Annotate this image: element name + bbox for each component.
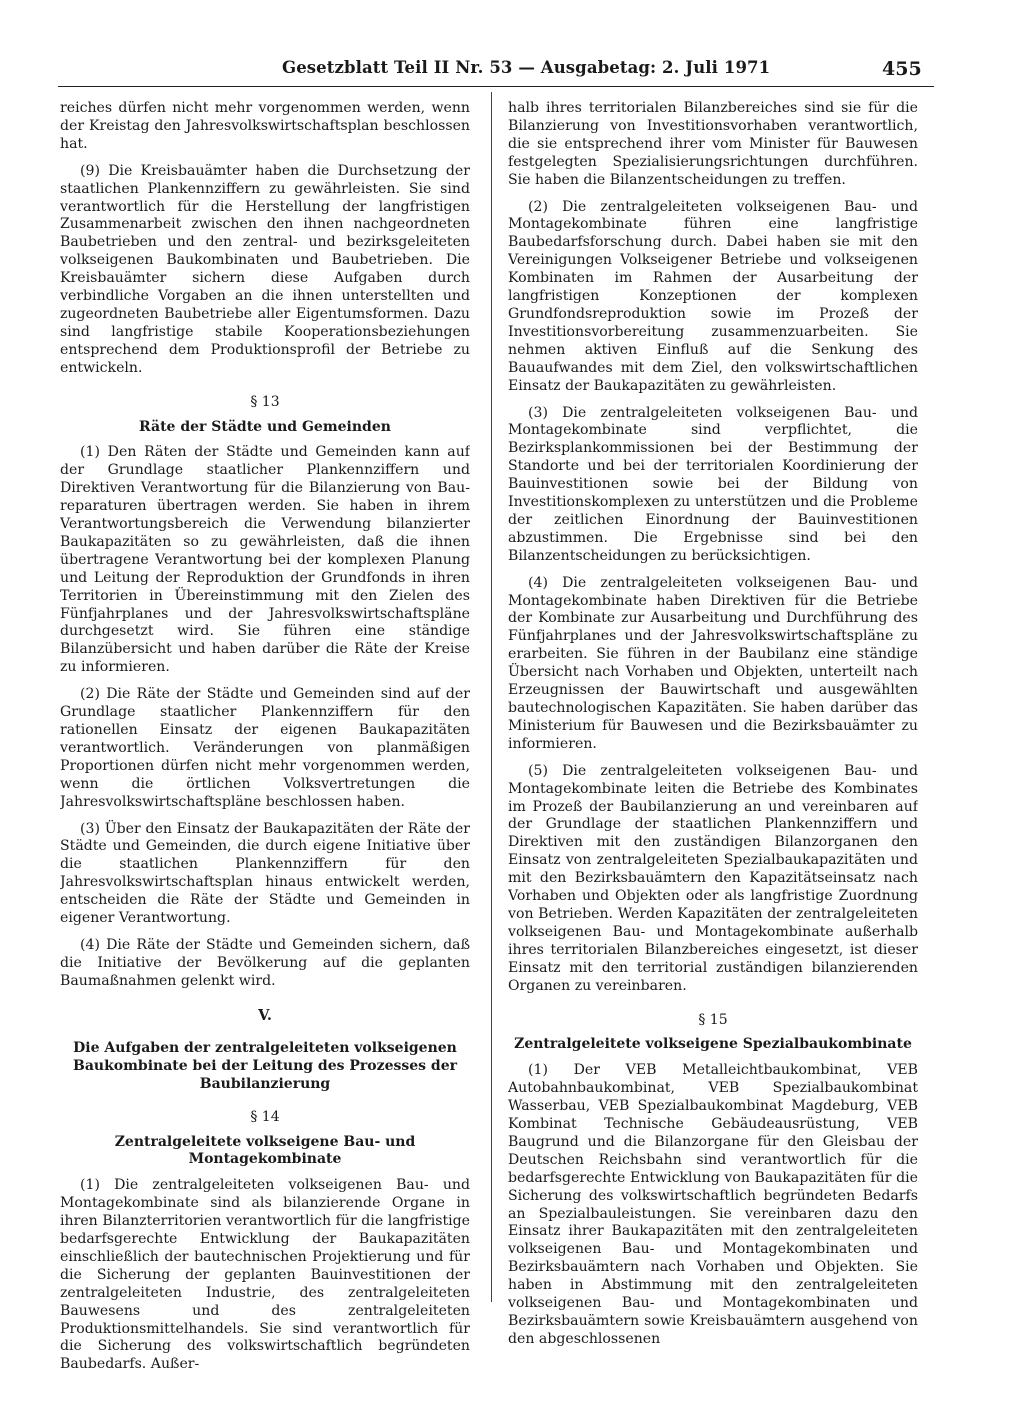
section-14-paragraph-5: (5) Die zentralgeleiteten volkseigenen Bau- und Montagekombinate leiten die Betriebe des Kombinates im Prozeß der Baubilanzierung an und vereinbaren auf der Grundlage der staatlichen Plankennziffern und Direktiven mit den zuständigen Bilanzorganen den Einsatz von zentralgeleiteten Spezialbaukapazitäten und mit den Bezirksbauämtern den Kapazitätseinsatz nach Vorhaben und Objekten oder als langfristige Zuordnung von Betrieben. Werden Kapazitäten der zentralgeleiteten volkseigenen Bau- und Montagekombinate außerhalb ihres territorialen Bilanzbereiches eingesetzt, ist dieser Einsatz mit den territorial zuständigen bilanzierenden Organen zu vereinbaren. <box>508 762 918 994</box>
part-5-number: V. <box>258 1006 272 1024</box>
section-14-paragraph-3: (3) Die zentralgeleiteten volkseigenen Bau- und Montagekombinate sind verpflichtet, die Bezirksplankommissionen bei der Bestimmung der Standorte und bei der territorialen Koordinierung der Bauinvestitionen sowie bei der Bildung von Investitionskomplexen zu unterstützen und die Probleme der zeitlichen Einordnung der Bauinvestitionen abzustimmen. Die Ergebnisse sind bei den Bilanzentscheidungen zu berücksichtigen. <box>508 404 918 564</box>
section-14-paragraph-4: (4) Die zentralgeleiteten volkseigenen Bau- und Montagekombinate haben Direktiven für die Betriebe der Kombinate zur Ausarbeitung und Durchführung des Fünfjahrplanes und der Jahresvolkswirtschaftspläne zu erarbeiten. Sie führen in der Baubilanz eine ständige Übersicht nach Vorhaben und Objekten, unterteilt nach Erzeugnissen der Bauwirtschaft und ausgewählten bautechnologischen Kapazitäten. Sie haben darüber das Ministerium für Bauwesen und die Bezirksbauämter zu informieren. <box>508 574 918 752</box>
section-14-paragraph-2: (2) Die zentralgeleiteten volkseigenen Bau- und Montagekombinate führen eine langfristige Baubedarfsforschung durch. Dabei haben sie mit den Vereinigungen Volkseigener Betriebe und volkseigenen Kombinaten im Rahmen der Ausarbeitung der langfristigen Konzeptionen der komplexen Grundfondsreproduktion sowie im Prozeß der Investitionsvorbereitung zusammenzuarbeiten. Sie nehmen aktiven Einfluß auf die Senkung des Bauaufwandes mit dem Ziel, den volkswirtschaftlichen Einsatz der Baukapazitäten zu gewährleisten. <box>508 198 918 394</box>
section-13-paragraph-4: (4) Die Räte der Städte und Gemeinden sichern, daß die Initiative der Bevölkerung auf die geplanten Baumaßnahmen gelenkt wird. <box>60 936 470 989</box>
section-13-title: Räte der Städte und Gemeinden <box>139 418 391 435</box>
left-column <box>60 100 470 1400</box>
section-13-paragraph-1: (1) Den Räten der Städte und Gemeinden kann auf der Grundlage staatlicher Plankennziffern und Direktiven Verantwortung für die Bilanzierung von Bau-reparaturen übertragen werden. Sie haben in ihrem Verantwortungsbereich die Verwendung bilanzierter Baukapazitäten so zu gewährleisten, daß die ihnen übertragene Verantwortung bei der komplexen Planung und Leitung der Reproduktion der Grundfonds in ihren Territorien in Übereinstimmung mit den Zielen des Fünfjahrplanes und der Jahresvolkswirtschaftspläne durchgesetzt wird. Sie führen eine ständige Bilanzübersicht und haben darüber die Räte der Kreise zu informieren. <box>60 444 470 676</box>
section-15-title: Zentralgeleitete volkseigene Spezialbaukombinate <box>514 1036 912 1053</box>
section-13-paragraph-3: (3) Über den Einsatz der Baukapazitäten der Räte der Städte und Gemeinden, die durch eigene Initiative über die staatlichen Plankennziffern für den Jahresvolkswirtschaftsplan hinaus entwickelt werden, entscheiden die Räte der Städte und Gemeinden in eigener Verantwortung. <box>60 820 470 927</box>
section-15-number: § 15 <box>698 1011 728 1028</box>
column-divider <box>491 92 492 1302</box>
paragraph-continuation: reiches dürfen nicht mehr vorgenommen werden, wenn der Kreistag den Jahresvolkswirtschaftsplan beschlossen hat. <box>60 100 470 152</box>
section-14-title: Zentralgeleitete volkseigene Bau- und Montagekombinate <box>114 1133 416 1168</box>
paragraph-continuation: halb ihres territorialen Bilanzbereiches sind sie für die Bilanzierung von Investitionsvorhaben verantwortlich, die sie entsprechend ihrer vom Minister für Bauwesen festgelegten Spezialisierungsrichtungen durchführen. Sie haben die Bilanzentscheidungen zu treffen. <box>508 100 918 188</box>
part-5-title: Die Aufgaben der zentralgeleiteten volkseigenen Baukombinate bei der Leitung des Prozesses der Baubilanzierung <box>73 1039 457 1092</box>
header-title: Gesetzblatt Teil II Nr. 53 — Ausgabetag: 2. Juli 1971 <box>282 58 771 77</box>
section-14-number: § 14 <box>250 1108 280 1125</box>
section-13-number: § 13 <box>250 393 280 410</box>
section-15-paragraph-1: (1) Der VEB Metalleichtbaukombinat, VEB Autobahnbaukombinat, VEB Spezialbaukombinat Wasserbau, VEB Spezialbaukombinat Magdeburg, VEB Kombinat Technische Gebäudeausrüstung, VEB Baugrund und die Bilanzorgane für den Gleisbau der Deutschen Reichsbahn sind verantwortlich für die bedarfsgerechte Entwicklung von Baukapazitäten für die Sicherung des volkswirtschaftlich begründeten Bedarfs an Spezialbauleistungen. Sie vereinbaren dazu den Einsatz ihrer Baukapazitäten mit den zentralgeleiteten volkseigenen Bau- und Montagekombinaten und Bezirksbauämtern nach Vorhaben und Objekten. Sie haben in Abstimmung mit den zentralgeleiteten volkseigenen Bau- und Montagekombinaten und Bezirksbauämtern sowie Kreisbauämtern ausgehend von den abgeschlossenen <box>508 1062 918 1347</box>
page-number: 455 <box>882 58 922 80</box>
header-divider <box>58 86 934 87</box>
paragraph-9: (9) Die Kreisbauämter haben die Durchsetzung der staatlichen Plankennziffern zu gewährleisten. Sie sind verantwortlich für die Herstellung der langfristigen Zusammenarbeit zwischen den ihnen nachgeordneten Baubetrieben und den zentral- und bezirksgeleiteten volkseigenen Baukombinaten und Baubetrieben. Die Kreisbauämter sichern diese Aufgaben durch verbindliche Vorgaben an die ihnen unterstellten und zugeordneten Baubetriebe aller Eigentumsformen. Dazu sind langfristige stabile Kooperationsbeziehungen entsprechend dem Produktionsprofil der Betriebe zu entwickeln. <box>60 162 470 376</box>
right-column <box>508 100 918 1400</box>
section-14-paragraph-1: (1) Die zentralgeleiteten volkseigenen Bau- und Montagekombinate sind als bilanzierende Organe in ihren Bilanzterritorien verantwortlich für die langfristige bedarfsgerechte Entwicklung der Baukapazitäten einschließlich der bautechnischen Projektierung und für die Sicherung der geplanten Bauinvestitionen der zentralgeleiteten Industrie, des zentralgeleiteten Bauwesens und des zentralgeleiteten Produktionsmittelhandels. Sie sind verantwortlich für die Sicherung des volkswirtschaftlich begründeten Baubedarfs. Außer- <box>60 1177 470 1373</box>
section-13-paragraph-2: (2) Die Räte der Städte und Gemeinden sind auf der Grundlage staatlicher Plankennziffern für den rationellen Einsatz der eigenen Baukapazitäten verantwortlich. Veränderungen von planmäßigen Proportionen dürfen nicht mehr vorgenommen werden, wenn die örtlichen Volksvertretungen die Jahresvolkswirtschaftspläne beschlossen haben. <box>60 686 470 810</box>
